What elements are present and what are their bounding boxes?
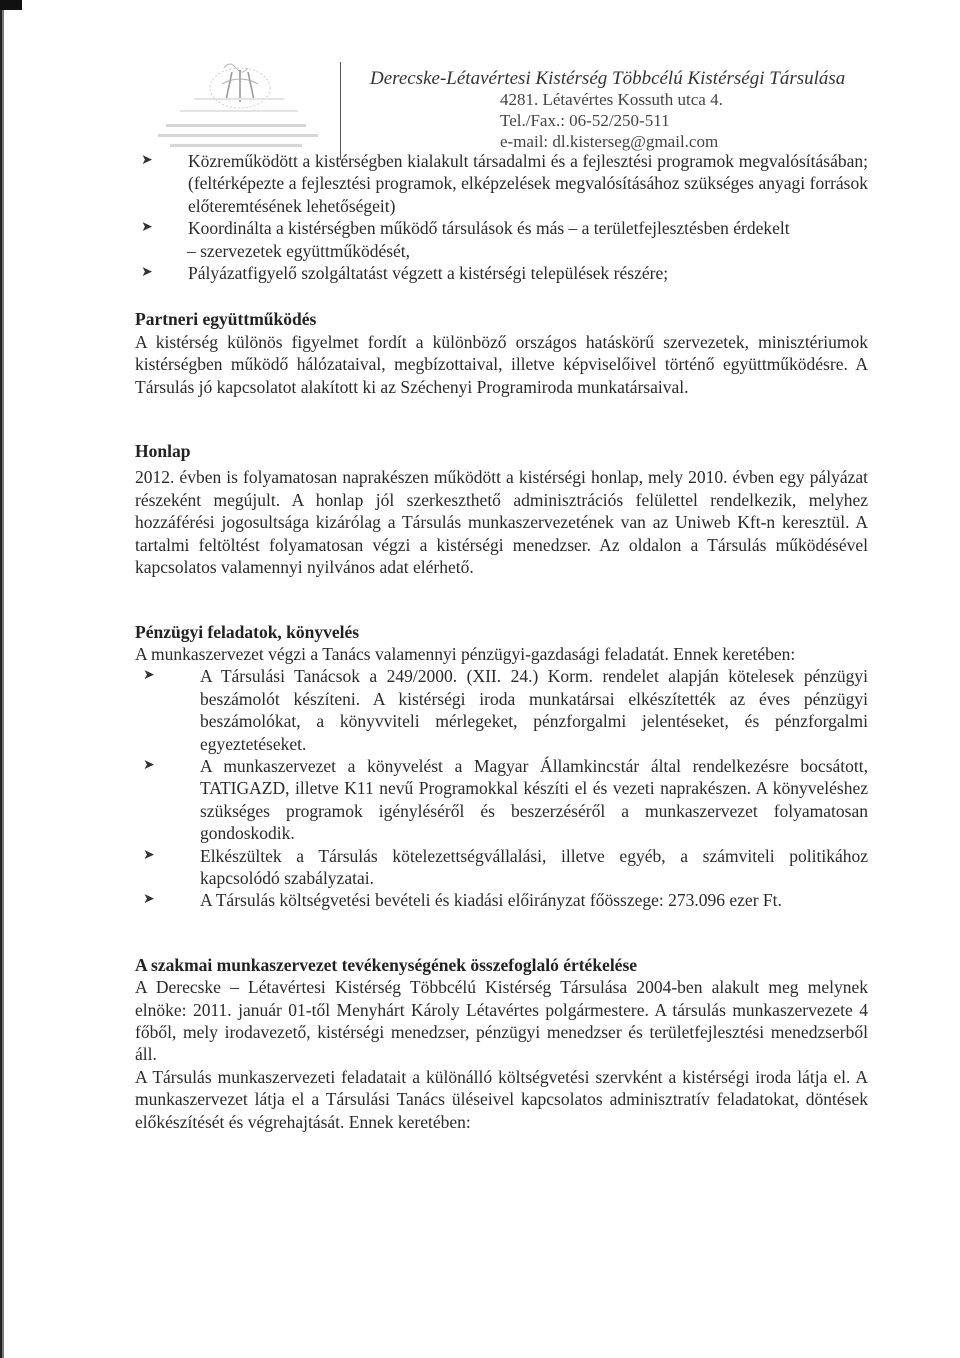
list-item: ➤ A munkaszervezet a könyvelést a Magyar Államkincstár által rendelkezésre bocsátott, TATIGAZD, illetve K11 nevű Programokkal készíti el és vezeti naprakészen. A könyveléshez szükséges programok igényléséről és beszerzéséről a munkaszervezet folyamatosan gondoskodik. <box>143 755 868 844</box>
finance-intro: A munkaszervezet végzi a Tanács valamennyi pénzügyi-gazdasági feladatát. Ennek keretében: <box>135 643 796 664</box>
document-body <box>135 150 868 1133</box>
list-item: ➤ Közreműködött a kistérségben kialakult társadalmi és a fejlesztési programok megvalósításában; (feltérképezte a fejlesztési programok, elképzelések megvalósításához szükséges anyagi források előteremtésének lehetőségeit) <box>141 151 868 216</box>
arrowhead-bullet-icon: ➤ <box>143 757 155 773</box>
phone: Tel./Fax.: 06-52/250-511 <box>500 111 670 130</box>
scan-corner <box>0 0 22 10</box>
section-heading-website: Honlap <box>135 441 191 462</box>
arrowhead-bullet-icon: ➤ <box>143 847 155 863</box>
partners-paragraph: A kistérség különös figyelmet fordít a különböző országos hatáskörű szervezetek, minisztériumok kistérségben működő hálózataival, megbízottaival, illetve képviselőivel történő együttműködésre. A Társulás jó kapcsolatot alakított ki az Széchenyi Programiroda munkatársaival. <box>135 331 868 397</box>
email: e-mail: dl.kisterseg@gmail.com <box>500 132 719 151</box>
list-item: ➤ A Társulási Tanácsok a 249/2000. (XII. 24.) Korm. rendelet alapján kötelesek pénzügyi beszámolót készíteni. A kistérségi iroda munkatársai elkészítették az éves pénzügyi beszámolókat, a könyvviteli mérlegeket, pénzforgalmi jelentéseket, és pénzforgalmi egyeztetéseket. <box>143 666 868 754</box>
section-heading-evaluation: A szakmai munkaszervezet tevékenységének összefoglaló értékelése <box>135 954 638 975</box>
list-item-continuation: – szervezetek együttműködését, <box>187 240 411 261</box>
list-item: ➤ Elkészültek a Társulás kötelezettségvállalási, illetve egyéb, a számviteli politikához kapcsolódó szabályzatai. <box>143 845 868 888</box>
organization-name: Derecske-Létavértesi Kistérség Többcélú Kistérségi Társulása <box>370 68 846 89</box>
intro-bullet-list-tail <box>135 262 868 284</box>
arrowhead-bullet-icon: ➤ <box>141 265 153 281</box>
arrowhead-bullet-icon: ➤ <box>141 153 153 168</box>
website-paragraph: 2012. évben is folyamatosan naprakészen működött a kistérségi honlap, mely 2010. évben egy pályázat részeként megújult. A honlap jól szerkeszthető adminisztrációs felülettel rendelkezik, melyhez hozzáférési jogosultsága kizárólag a Társulás munkaszervezetének van az Uniweb Kft-n keresztül. A tartalmi feltöltést folyamatosan végzi a kistérségi menedzser. Az oldalon a Társulás működésével kapcsolatos valamennyi nyilvános adat elérhető. <box>135 467 868 578</box>
kisterseg-logo-icon <box>136 54 338 162</box>
letterhead <box>370 68 890 152</box>
evaluation-paragraph-2: A Társulás munkaszervezeti feladatait a különálló költségvetési szervként a kistérségi iroda látja el. A munkaszervezet látja el a Társulási Tanács üléseivel kapcsolatos adminisztratív feladatokat, döntések előkészítését és végrehajtását. Ennek keretében: <box>135 1066 868 1132</box>
address: 4281. Létavértes Kossuth utca 4. <box>500 90 723 109</box>
section-heading-partners: Partneri együttműködés <box>135 309 317 330</box>
list-item: ➤ Pályázatfigyelő szolgáltatást végzett a kistérségi települések részére; <box>141 263 669 284</box>
section-heading-finance: Pénzügyi feladatok, könyvelés <box>135 621 360 642</box>
list-item: ➤ Koordinálta a kistérségben működő társulások és más – a területfejlesztésben érdekelt <box>141 218 790 239</box>
arrowhead-bullet-icon: ➤ <box>143 892 155 908</box>
intro-bullet-list <box>135 150 868 240</box>
scan-edge <box>0 0 6 1358</box>
list-item: ➤ A Társulás költségvetési bevételi és kiadási előirányzat főösszege: 273.096 ezer Ft. <box>143 890 782 911</box>
header-divider <box>340 62 341 160</box>
arrowhead-bullet-icon: ➤ <box>143 668 155 684</box>
finance-bullet-list <box>135 665 868 911</box>
arrowhead-bullet-icon: ➤ <box>141 220 153 236</box>
evaluation-paragraph-1: A Derecske – Létavértesi Kistérség Többcélú Kistérség Társulása 2004-ben alakult meg melynek elnöke: 2011. január 01-től Menyhárt Károly Létavértes polgármestere. A társulás munkaszervezete 4 főből, mely irodavezető, kistérségi menedzser, pénzügyi menedzser és területfejlesztési menedzserből áll. <box>135 977 868 1065</box>
